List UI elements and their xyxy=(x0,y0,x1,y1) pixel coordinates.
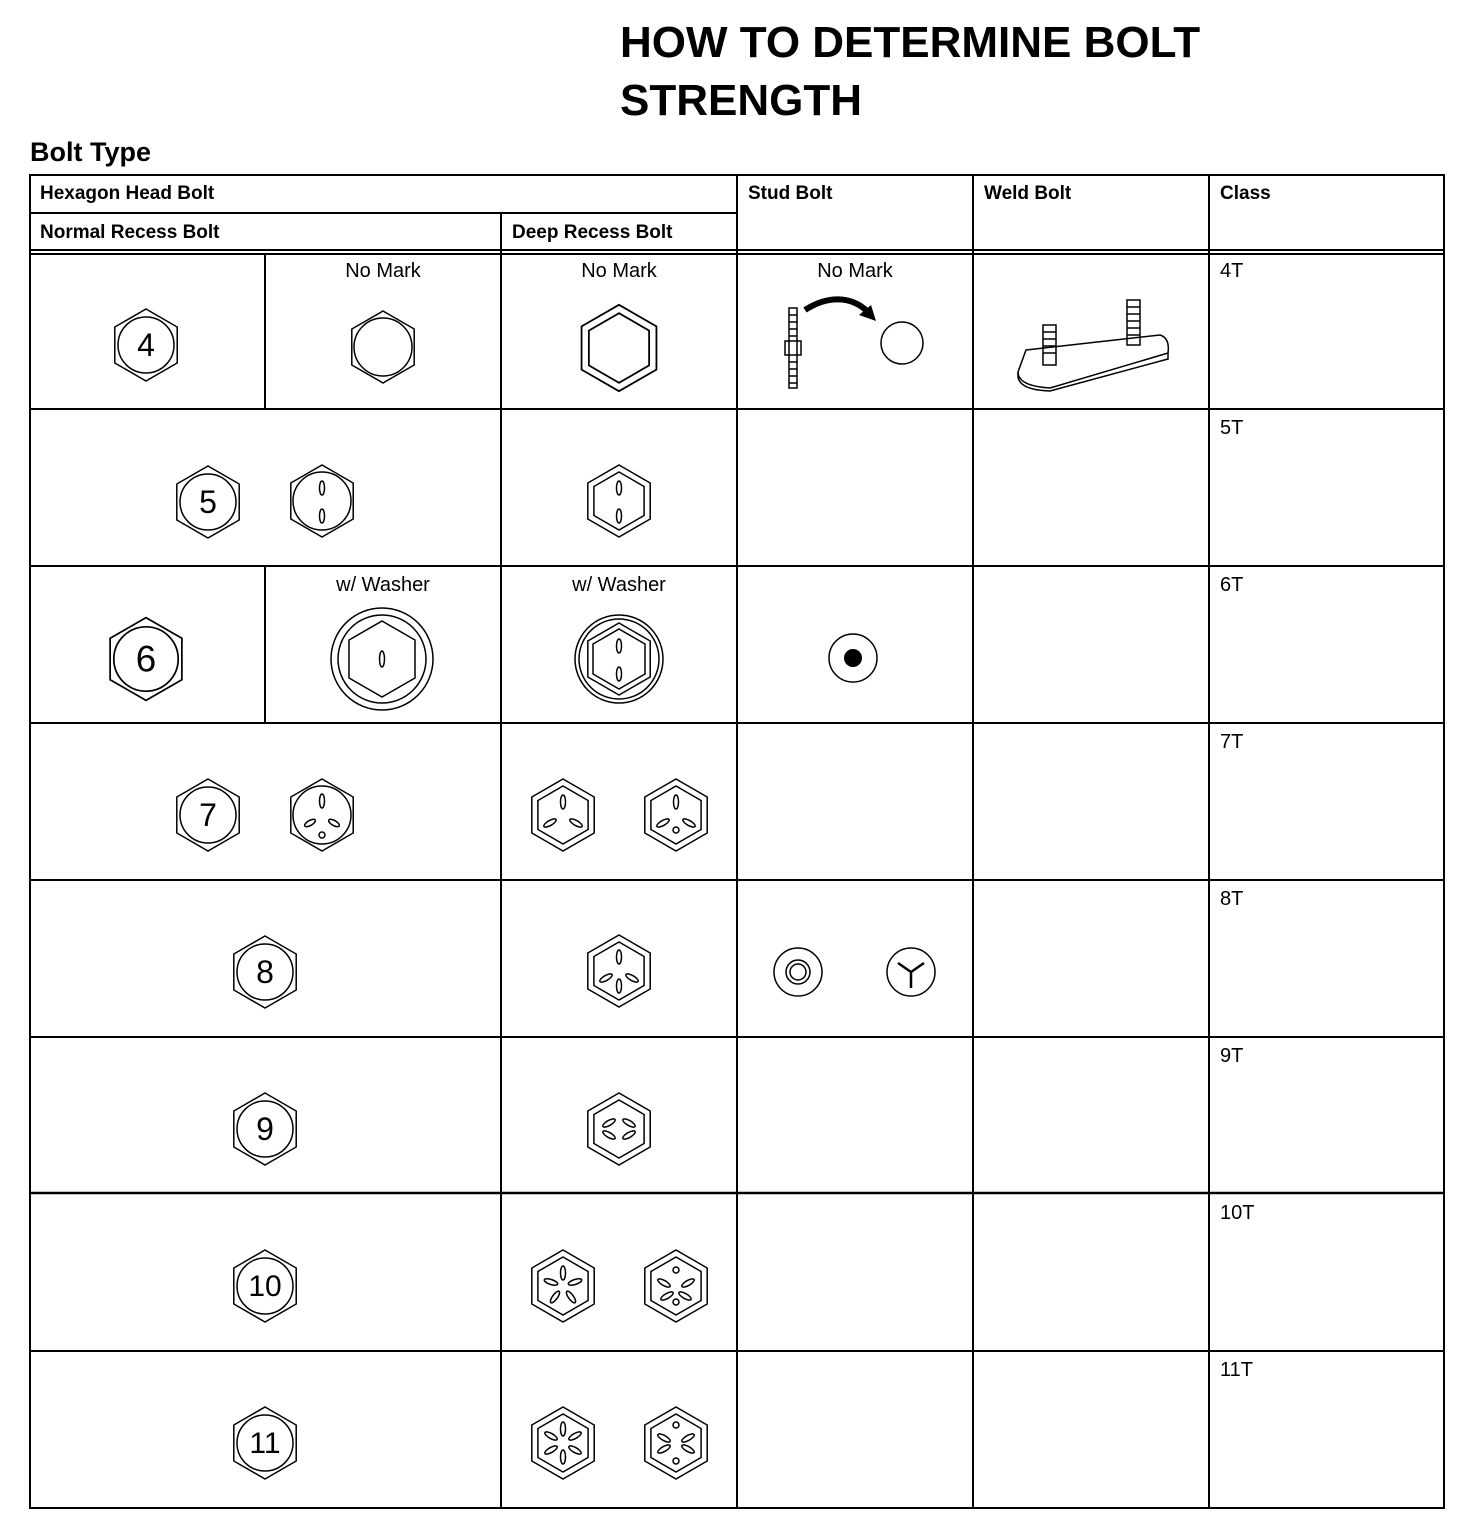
header-normal-recess-bolt: Normal Recess Bolt xyxy=(40,222,220,243)
bolt-head-4-icon xyxy=(115,309,177,381)
bolt-head-6-icon xyxy=(110,618,182,701)
stud-bolt-icon xyxy=(785,308,801,388)
deep-recess-three-marks-dot-icon xyxy=(645,779,707,851)
bolt-head-5-icon xyxy=(177,466,239,538)
deep-recess-four-marks-icon xyxy=(588,935,650,1007)
header-class: Class xyxy=(1220,183,1271,204)
bolt-head-10-icon xyxy=(234,1250,296,1322)
class-label-7t: 7T xyxy=(1220,731,1244,753)
class-label-10t: 10T xyxy=(1220,1202,1255,1224)
bolt-head-two-marks-icon xyxy=(291,465,353,537)
no-mark-label: No Mark xyxy=(345,260,421,282)
with-washer-label: w/ Washer xyxy=(572,574,666,596)
washer-bolt-one-mark-icon xyxy=(331,608,433,710)
svg-text:11: 11 xyxy=(249,1427,281,1460)
deep-recess-six-marks-icon xyxy=(532,1407,594,1479)
stud-bolt-dot-icon xyxy=(829,634,877,682)
class-label-11t: 11T xyxy=(1220,1359,1253,1381)
section-label: Bolt Type xyxy=(30,137,151,167)
weld-bolt-icon xyxy=(1018,300,1168,391)
svg-text:8: 8 xyxy=(256,954,274,990)
stud-end-icon xyxy=(881,322,923,364)
page-title: HOW TO DETERMINE BOLT STRENGTH xyxy=(620,18,1201,125)
deep-recess-plain-icon xyxy=(582,305,657,391)
stud-bolt-double-ring-icon xyxy=(774,948,822,996)
svg-text:6: 6 xyxy=(135,638,157,680)
no-mark-label: No Mark xyxy=(817,260,893,282)
svg-text:4: 4 xyxy=(137,327,155,363)
deep-recess-five-marks-icon xyxy=(532,1250,594,1322)
header-weld-bolt: Weld Bolt xyxy=(984,183,1072,204)
bolt-head-11-icon xyxy=(234,1407,296,1479)
svg-text:9: 9 xyxy=(256,1111,274,1147)
no-mark-label: No Mark xyxy=(581,260,657,282)
class-label-5t: 5T xyxy=(1220,417,1244,439)
deep-recess-five-marks-dots-icon xyxy=(645,1250,707,1322)
bolt-head-plain-icon xyxy=(352,311,414,383)
deep-recess-six-marks-dots-icon xyxy=(645,1407,707,1479)
class-label-4t: 4T xyxy=(1220,260,1244,282)
stud-bolt-y-mark-icon xyxy=(887,948,935,996)
svg-text:10: 10 xyxy=(248,1270,282,1303)
deep-recess-x-marks-icon xyxy=(588,1093,650,1165)
with-washer-label: w/ Washer xyxy=(336,574,430,596)
bolt-head-three-marks-icon xyxy=(291,779,353,851)
header-deep-recess-bolt: Deep Recess Bolt xyxy=(512,222,673,243)
class-label-9t: 9T xyxy=(1220,1045,1244,1067)
header-hexagon-head-bolt: Hexagon Head Bolt xyxy=(40,183,215,204)
class-label-6t: 6T xyxy=(1220,574,1244,596)
class-label-8t: 8T xyxy=(1220,888,1244,910)
deep-recess-three-marks-icon xyxy=(532,779,594,851)
deep-recess-two-marks-icon xyxy=(588,465,650,537)
bolt-head-7-icon xyxy=(177,779,239,851)
header-stud-bolt: Stud Bolt xyxy=(748,183,833,204)
washer-deep-recess-icon xyxy=(575,615,663,703)
svg-text:5: 5 xyxy=(199,484,217,520)
bolt-head-8-icon xyxy=(234,936,296,1008)
svg-text:7: 7 xyxy=(199,797,217,833)
arrow-icon xyxy=(805,299,868,312)
bolt-head-9-icon xyxy=(234,1093,296,1165)
